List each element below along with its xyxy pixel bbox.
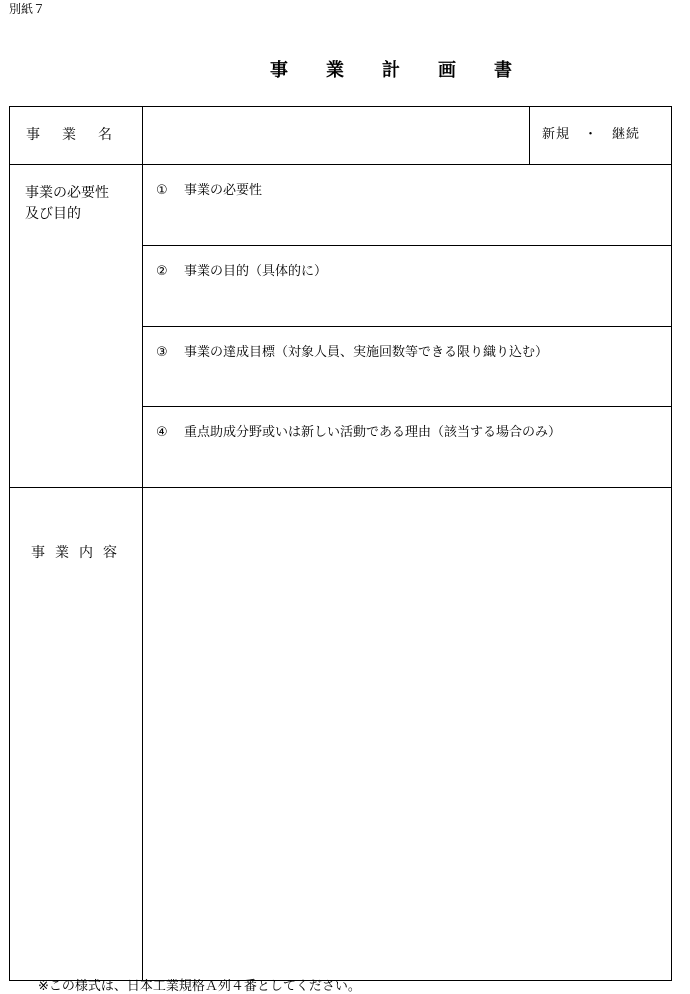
- row-divider-project-name: [10, 164, 671, 165]
- project-plan-form: [9, 106, 672, 981]
- annex-label: 別紙７: [9, 2, 46, 16]
- content-field[interactable]: [144, 489, 670, 979]
- item-purpose[interactable]: [156, 264, 327, 280]
- row-divider-item-1: [142, 245, 671, 246]
- content-label: 事業内容: [31, 545, 127, 561]
- item-text: 事業の達成目標（対象人員、実施回数等できる限り織り込む）: [184, 345, 549, 360]
- item-text: 事業の必要性: [184, 183, 263, 198]
- row-divider-item-2: [142, 326, 671, 327]
- necessity-label-line1: 事業の必要性: [25, 185, 109, 201]
- item-number: ①: [156, 183, 168, 198]
- item-number: ③: [156, 345, 168, 360]
- project-name-label: 事業名: [26, 127, 134, 143]
- item-necessity[interactable]: [156, 183, 262, 199]
- project-name-field[interactable]: [144, 109, 527, 162]
- row-divider-necessity: [10, 487, 671, 488]
- status-cell-divider: [529, 107, 530, 165]
- item-number: ④: [156, 425, 168, 440]
- item-priority-reason[interactable]: [156, 425, 561, 441]
- label-column-divider: [142, 107, 143, 980]
- item-text: 重点助成分野或いは新しい活動である理由（該当する場合のみ）: [184, 425, 562, 440]
- necessity-label-line2: 及び目的: [25, 206, 81, 222]
- page-title: 事業計画書: [270, 60, 550, 81]
- row-divider-item-3: [142, 406, 671, 407]
- status-options[interactable]: 新規 ・ 継続: [542, 127, 641, 142]
- item-number: ②: [156, 264, 168, 279]
- item-target[interactable]: [156, 345, 548, 361]
- item-text: 事業の目的（具体的に）: [184, 264, 328, 279]
- footer-note: ※この様式は、日本工業規格Ａ列４番としてください。: [38, 979, 361, 994]
